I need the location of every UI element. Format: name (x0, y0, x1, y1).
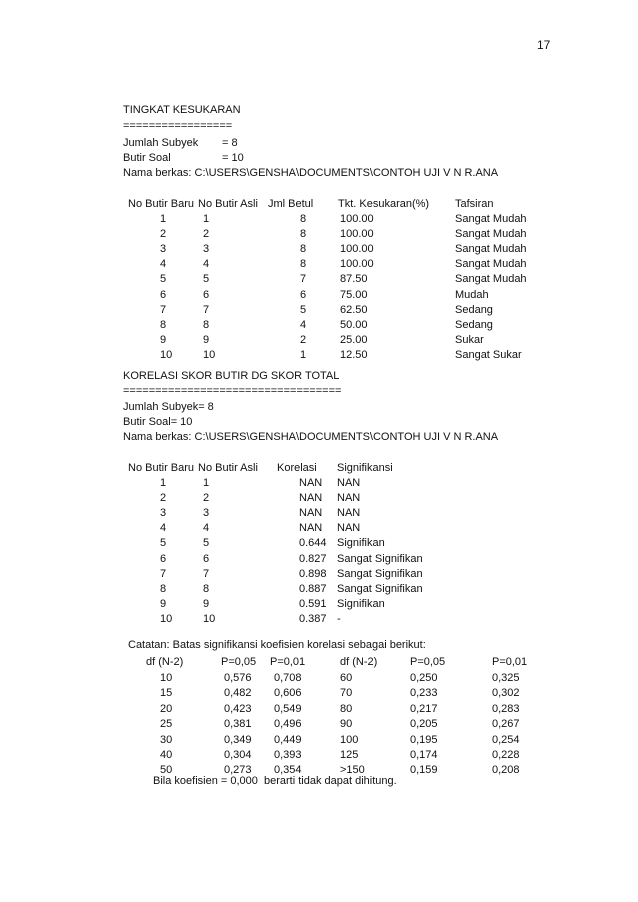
table-cell: 9 (203, 333, 210, 346)
table-cell: 0,267 (492, 718, 520, 731)
table-header-cell: P=0,05 (410, 656, 446, 668)
table-header-cell: Jml Betul (268, 198, 314, 210)
table-cell: 0.644 (299, 537, 327, 550)
table-cell: 10 (203, 612, 216, 625)
table-cell: 8 (300, 258, 307, 271)
table-cell: 5 (300, 303, 307, 316)
table-header-cell: P=0,01 (270, 656, 306, 668)
butir-soal: Butir Soal= 10 (123, 416, 193, 428)
table-header-cell: No Butir Baru (128, 462, 195, 474)
table-cell: 7 (203, 567, 210, 580)
table-cell: Sangat Signifikan (337, 582, 423, 595)
table-cell: 0,449 (274, 733, 302, 746)
table-cell: 1 (300, 348, 307, 361)
table-cell: 8 (160, 582, 167, 595)
table-cell: 3 (203, 507, 210, 520)
table-header-cell: Signifikansi (337, 462, 393, 474)
table-cell: 90 (340, 718, 353, 731)
table-cell: 0.827 (299, 552, 327, 565)
table-cell: 7 (203, 303, 210, 316)
table-cell: Sangat Mudah (455, 228, 527, 241)
table-cell: 2 (160, 492, 167, 505)
table-cell: Sangat Mudah (455, 243, 527, 256)
table-cell: 5 (203, 273, 210, 286)
table-cell: NAN (337, 492, 361, 505)
table-header-cell: No Butir Baru (128, 198, 195, 210)
table-cell: 2 (203, 492, 210, 505)
nama-berkas: Nama berkas: C:\USERS\GENSHA\DOCUMENTS\CONTOH UJI V N R.ANA (123, 431, 499, 443)
nama-berkas: Nama berkas: C:\USERS\GENSHA\DOCUMENTS\CONTOH UJI V N R.ANA (123, 167, 499, 179)
table-cell: NAN (337, 522, 361, 535)
table-cell: Signifikan (337, 537, 385, 550)
table-cell: 7 (160, 567, 167, 580)
table-cell: 0,174 (410, 749, 438, 761)
table-cell: 2 (300, 333, 307, 346)
table-cell: 0,576 (224, 672, 252, 684)
table-cell: 1 (160, 477, 167, 489)
table-cell: 0,708 (274, 672, 302, 684)
table-cell: NAN (337, 507, 361, 520)
table-cell: 40 (160, 749, 173, 761)
table-cell: 100.00 (340, 228, 374, 241)
rule-line: ================= (123, 120, 233, 132)
jumlah-subyek-value: = 8 (222, 137, 238, 149)
butir-soal-value: = 10 (222, 152, 244, 164)
table-cell: 0,482 (224, 687, 252, 700)
table-cell: 0,423 (224, 702, 252, 715)
table-cell: 87.50 (340, 273, 368, 286)
table-cell: 7 (300, 273, 307, 286)
table-cell: 0,283 (492, 702, 520, 715)
table-cell: 6 (203, 552, 210, 565)
table-cell: 0,254 (492, 733, 520, 746)
table-cell: 10 (160, 612, 173, 625)
table-cell: 0,273 (224, 764, 252, 777)
section-title-tingkat-kesukaran: TINGKAT KESUKARAN (123, 104, 241, 116)
rule-line: ================================== (123, 385, 342, 397)
table-cell: 4 (203, 258, 210, 271)
table-cell: 8 (300, 228, 307, 241)
table-cell: 5 (203, 537, 210, 550)
table-cell: 0.591 (299, 597, 327, 610)
table-header-cell: Tafsiran (455, 198, 494, 210)
table-cell: 5 (160, 273, 167, 286)
table-cell: 4 (160, 522, 167, 535)
table-cell: 100.00 (340, 258, 374, 271)
table-cell: Sedang (455, 303, 493, 316)
table-cell: 1 (203, 213, 210, 225)
table-cell: 0,349 (224, 733, 252, 746)
table-cell: 1 (160, 213, 167, 225)
table-cell: 6 (300, 288, 307, 301)
table-cell: 100.00 (340, 243, 374, 256)
table-cell: 0,208 (492, 764, 520, 777)
table-cell: 0,250 (410, 672, 438, 684)
table-cell: 75.00 (340, 288, 368, 301)
table-cell: 6 (160, 552, 167, 565)
table-cell: Sangat Signifikan (337, 552, 423, 565)
table-cell: 0,304 (224, 749, 252, 761)
table-cell: 25.00 (340, 333, 368, 346)
table-cell: 0,496 (274, 718, 302, 731)
table-cell: 8 (300, 213, 307, 225)
table-header-cell: No Butir Asli (198, 198, 258, 210)
table-cell: 4 (203, 522, 210, 535)
table-cell: 4 (160, 258, 167, 271)
table-header-cell: df (N-2) (340, 656, 378, 668)
catatan-title: Catatan: Batas signifikansi koefisien korelasi sebagai berikut: (128, 639, 426, 651)
table-cell: 8 (203, 582, 210, 595)
table-cell: 10 (203, 348, 216, 361)
table-cell: 62.50 (340, 303, 368, 316)
table-cell: 3 (160, 507, 167, 520)
table-cell: 1 (203, 477, 210, 489)
table-cell: 0,354 (274, 764, 302, 777)
table-cell: 0.898 (299, 567, 327, 580)
table-cell: Sangat Mudah (455, 213, 527, 225)
table-cell: Sangat Sukar (455, 348, 522, 361)
table-cell: 9 (160, 597, 167, 610)
table-cell: 8 (300, 243, 307, 256)
page-number: 17 (537, 38, 551, 52)
table-cell: 0,195 (410, 733, 438, 746)
table-header-cell: Korelasi (277, 462, 317, 474)
jumlah-subyek: Jumlah Subyek= 8 (123, 401, 214, 413)
table-cell: 0,302 (492, 687, 520, 700)
table-cell: 4 (300, 318, 307, 331)
table-cell: 8 (160, 318, 167, 331)
table-cell: 50 (160, 764, 173, 777)
table-cell: Signifikan (337, 597, 385, 610)
table-cell: Sangat Mudah (455, 258, 527, 271)
table-cell: 3 (203, 243, 210, 256)
table-header-cell: Tkt. Kesukaran(%) (338, 198, 430, 210)
table-cell: >150 (340, 764, 365, 777)
table-cell: 0.387 (299, 612, 327, 625)
table-cell: 60 (340, 672, 353, 684)
table-cell: Sangat Mudah (455, 273, 527, 286)
table-cell: NAN (337, 477, 361, 489)
table-cell: 0.887 (299, 582, 327, 595)
section-title-korelasi: KORELASI SKOR BUTIR DG SKOR TOTAL (123, 370, 340, 382)
butir-soal-label: Butir Soal (123, 152, 171, 164)
table-cell: 0,159 (410, 764, 438, 777)
table-cell: 100 (340, 733, 359, 746)
jumlah-subyek-label: Jumlah Subyek (123, 137, 199, 149)
table-cell: Sukar (455, 333, 484, 346)
table-cell: 12.50 (340, 348, 368, 361)
table-cell: 0,606 (274, 687, 302, 700)
table-cell: 100.00 (340, 213, 374, 225)
table-header-cell: No Butir Asli (198, 462, 258, 474)
table-cell: NAN (299, 492, 323, 505)
table-cell: Sedang (455, 318, 493, 331)
table-cell: 0,228 (492, 749, 520, 761)
table-cell: 80 (340, 702, 353, 715)
table-cell: 9 (203, 597, 210, 610)
table-header-cell: df (N-2) (146, 656, 184, 668)
table-cell: 20 (160, 702, 173, 715)
table-cell: 25 (160, 718, 173, 731)
table-cell: NAN (299, 522, 323, 535)
table-cell: - (337, 612, 341, 625)
table-header-cell: P=0,05 (221, 656, 257, 668)
table-cell: 0,205 (410, 718, 438, 731)
table-cell: 125 (340, 749, 359, 761)
table-cell: 7 (160, 303, 167, 316)
table-cell: 8 (203, 318, 210, 331)
table-cell: 0,325 (492, 672, 520, 684)
table-cell: 6 (160, 288, 167, 301)
table-cell: 2 (160, 228, 167, 241)
table-cell: 5 (160, 537, 167, 550)
table-cell: 2 (203, 228, 210, 241)
table-cell: 50.00 (340, 318, 368, 331)
table-cell: 70 (340, 687, 353, 700)
table-cell: 9 (160, 333, 167, 346)
table-cell: NAN (299, 477, 323, 489)
table-cell: 10 (160, 672, 173, 684)
table-cell: NAN (299, 507, 323, 520)
footnote: Bila koefisien = 0,000 berarti tidak dapat dihitung. (153, 775, 397, 787)
table-cell: 6 (203, 288, 210, 301)
table-header-cell: P=0,01 (492, 656, 528, 668)
table-cell: Mudah (455, 288, 489, 301)
table-cell: Sangat Signifikan (337, 567, 423, 580)
table-cell: 0,217 (410, 702, 438, 715)
table-cell: 3 (160, 243, 167, 256)
table-cell: 10 (160, 348, 173, 361)
table-cell: 15 (160, 687, 173, 700)
table-cell: 30 (160, 733, 173, 746)
table-cell: 0,393 (274, 749, 302, 761)
table-cell: 0,381 (224, 718, 252, 731)
table-cell: 0,549 (274, 702, 302, 715)
table-cell: 0,233 (410, 687, 438, 700)
